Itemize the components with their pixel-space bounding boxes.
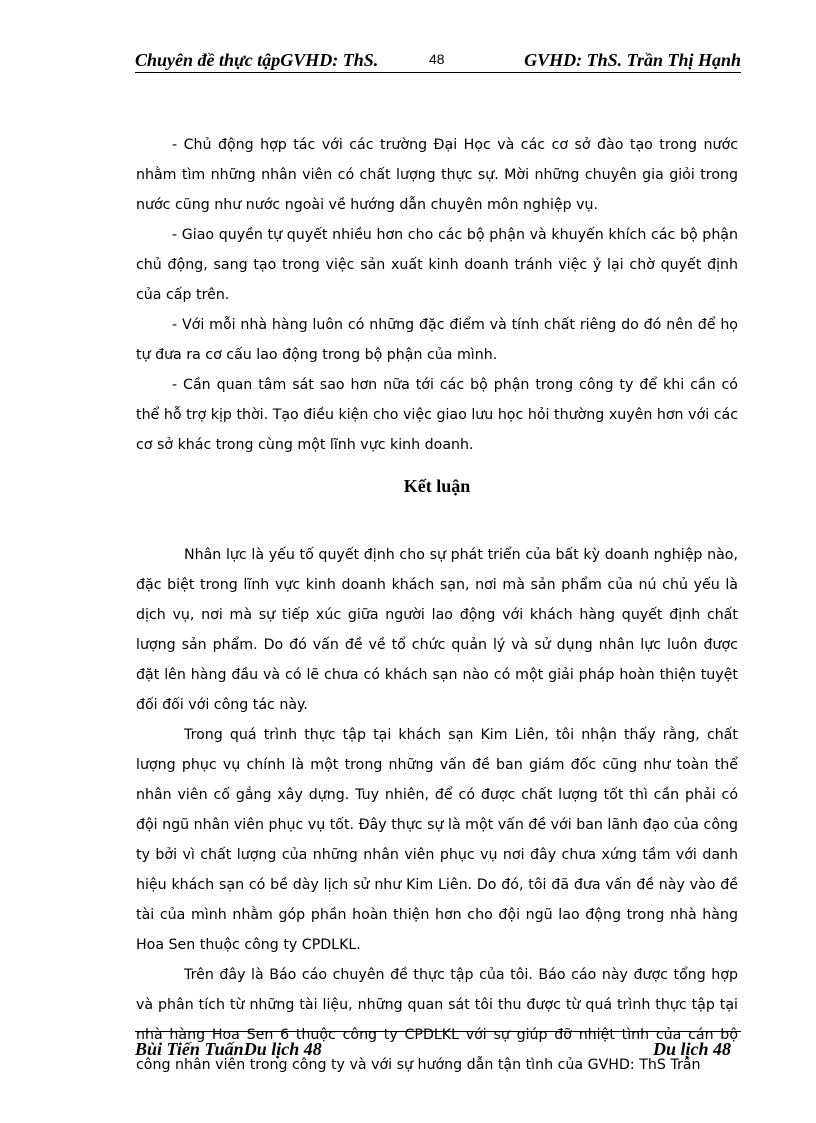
paragraph: Trong quá trình thực tập tại khách sạn Kim Liên, tôi nhận thấy rằng, chất lượng phục vụ chính là một trong những vấn đề ban giám đốc cũng như toàn thể nhân viên cố gắng xây dựng. Tuy nhiên, để có được chất lượng tốt thì cần phải có đội ngũ nhân viên phục vụ tốt. Đây thực sự là một vấn đề với ban lãnh đạo của công ty bởi vì chất lượng của những nhân viên phục vụ nơi đây chưa xứng tầm với danh hiệu khách sạn có bề dày lịch sử như Kim Liên. Do đó, tôi đã đưa vấn đề này vào đề tài của mình nhằm góp phần hoàn thiện hơn cho đội ngũ lao động trong nhà hàng Hoa Sen thuộc công ty CPDLKL. (136, 727, 738, 953)
section-title: Kết luận (403, 476, 471, 496)
page-footer (135, 1039, 741, 1061)
paragraph: - Cần quan tâm sát sao hơn nữa tới các bộ phận trong công ty để khi cần có thể hỗ trợ kịp thời. Tạo điều kiện cho việc giao lưu học hỏi thường xuyên hơn với các cơ sở khác trong cùng một lĩnh vực kinh doanh. (136, 377, 738, 453)
paragraph: Trên đây là Báo cáo chuyên đề thực tập của tôi. Báo cáo này được tổng hợp và phân tích từ những tài liệu, những quan sát tôi thu được từ quá trình thực tập tại nhà hàng Hoa Sen 6 thuộc công ty CPDLKL với sự giúp đỡ nhiệt tình của cán bộ công nhân viên trong công ty và với sự hướng dẫn tận tình của GVHD: ThS Trần (136, 967, 738, 1073)
footer-right-text: Du lịch 48 (652, 1039, 731, 1059)
footer-left-text: Bùi Tiến TuấnDu lịch 48 (135, 1039, 322, 1059)
page-number: 48 (429, 51, 445, 67)
paragraph: - Giao quyền tự quyết nhiều hơn cho các bộ phận và khuyến khích các bộ phận chủ động, sang tạo trong việc sản xuất kinh doanh tránh việc ỷ lại chờ quyết định của cấp trên. (136, 227, 738, 303)
header-right-text: GVHD: ThS. Trần Thị Hạnh (524, 50, 741, 70)
document-body (136, 130, 738, 1080)
paragraph: Nhân lực là yếu tố quyết định cho sự phát triển của bất kỳ doanh nghiệp nào, đặc biệt trong lĩnh vực kinh doanh khách sạn, nơi mà sản phẩm của nú chủ yếu là dịch vụ, nơi mà sự tiếp xúc giữa người lao động với khách hàng quyết định chất lượng sản phẩm. Do đó vấn đề về tổ chức quản lý và sử dụng nhân lực luôn được đặt lên hàng đầu và có lẽ chưa có khách sạn nào có một giải pháp hoàn thiện tuyệt đối đối với công tác này. (136, 547, 738, 713)
header-left-text: Chuyên đề thực tậpGVHD: ThS. (135, 50, 379, 70)
footer-divider (135, 1031, 741, 1032)
paragraph: - Chủ động hợp tác với các trường Đại Học và các cơ sở đào tạo trong nước nhằm tìm những nhân viên có chất lượng thực sự. Mời những chuyên gia giỏi trong nước cũng như nước ngoài về hướng dẫn chuyên môn nghiệp vụ. (136, 137, 738, 213)
header-divider (135, 72, 741, 73)
paragraph: - Với mỗi nhà hàng luôn có những đặc điểm và tính chất riêng do đó nên để họ tự đưa ra cơ cấu lao động trong bộ phận của mình. (136, 317, 738, 363)
page-header (135, 50, 741, 72)
